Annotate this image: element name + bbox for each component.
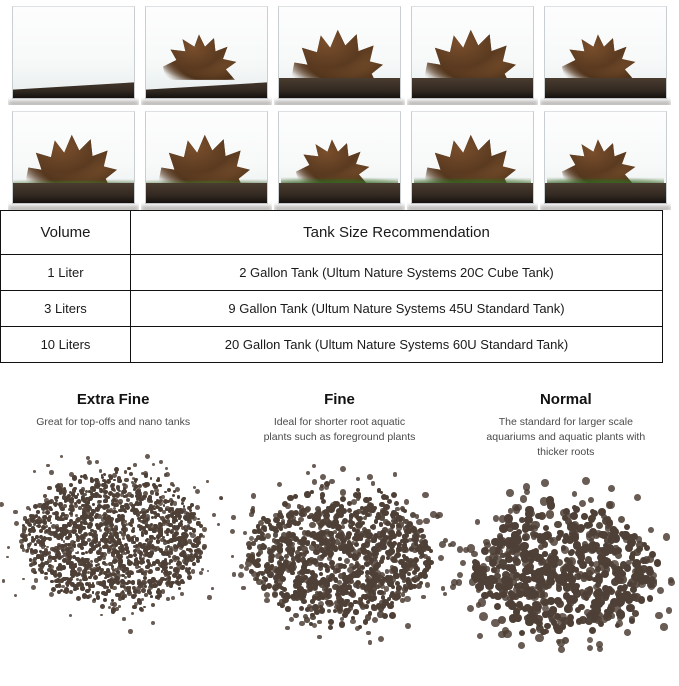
aquarium-glass: [411, 111, 534, 204]
aquarium-glass: [145, 6, 268, 99]
aquarium-glass: [544, 6, 667, 99]
cell-recommendation: 9 Gallon Tank (Ultum Nature Systems 45U Standard Tank): [131, 291, 663, 327]
cell-volume: 3 Liters: [1, 291, 131, 327]
soil-substrate: [545, 183, 666, 203]
tank-photo-1: [8, 2, 139, 105]
soil-substrate: [412, 78, 533, 98]
tank-photo-8: [274, 107, 405, 210]
soil-substrate: [13, 183, 134, 203]
grain-description: Ideal for shorter root aquatic plants such as foreground plants: [263, 416, 416, 444]
table-reflection: [141, 101, 272, 105]
table-row: [1, 327, 663, 363]
soil-substrate: [146, 183, 267, 203]
product-photo-strip: [0, 0, 679, 210]
tank-photo-10: [540, 107, 671, 210]
soil-pile-normal: [461, 465, 671, 655]
soil-substrate: [412, 183, 533, 203]
cell-recommendation: 20 Gallon Tank (Ultum Nature Systems 60U Standard Tank): [131, 327, 663, 363]
table-reflection: [141, 206, 272, 210]
aquarium-glass: [12, 111, 135, 204]
column-header-recommendation: Tank Size Recommendation: [131, 211, 663, 255]
tank-photo-7: [141, 107, 272, 210]
table-header-row: [1, 211, 663, 255]
grain-title: Normal: [539, 391, 592, 408]
tank-photo-6: [8, 107, 139, 210]
aquarium-glass: [145, 111, 268, 204]
grain-size-section: [0, 391, 679, 655]
grain-description: The standard for larger scale aquariums and aquatic plants with thicker roots: [486, 416, 646, 459]
table-reflection: [407, 206, 538, 210]
grain-title: Fine: [324, 391, 355, 408]
tank-photo-9: [407, 107, 538, 210]
tank-size-table: [0, 210, 663, 363]
table-reflection: [540, 206, 671, 210]
soil-pile-extra-fine: [8, 434, 218, 624]
grain-option-extra-fine: [0, 391, 226, 655]
soil-pile-fine: [234, 449, 444, 639]
table-reflection: [274, 101, 405, 105]
table-row: [1, 255, 663, 291]
table-reflection: [8, 101, 139, 105]
table-reflection: [540, 101, 671, 105]
table-reflection: [274, 206, 405, 210]
grain-description: Great for top-offs and nano tanks: [36, 416, 191, 428]
cell-recommendation: 2 Gallon Tank (Ultum Nature Systems 20C Cube Tank): [131, 255, 663, 291]
tank-photo-3: [274, 2, 405, 105]
aquarium-glass: [411, 6, 534, 99]
tank-photo-2: [141, 2, 272, 105]
tank-photo-4: [407, 2, 538, 105]
table-reflection: [407, 101, 538, 105]
column-header-volume: Volume: [1, 211, 131, 255]
grain-option-fine: [226, 391, 452, 655]
cell-volume: 1 Liter: [1, 255, 131, 291]
table-reflection: [8, 206, 139, 210]
aquarium-glass: [278, 111, 401, 204]
aquarium-glass: [12, 6, 135, 99]
aquarium-glass: [544, 111, 667, 204]
cell-volume: 10 Liters: [1, 327, 131, 363]
soil-substrate: [545, 78, 666, 98]
table-row: [1, 291, 663, 327]
tank-photo-5: [540, 2, 671, 105]
aquarium-glass: [278, 6, 401, 99]
grain-title: Extra Fine: [76, 391, 150, 408]
grain-option-normal: [453, 391, 679, 655]
soil-substrate: [279, 183, 400, 203]
soil-substrate: [279, 78, 400, 98]
